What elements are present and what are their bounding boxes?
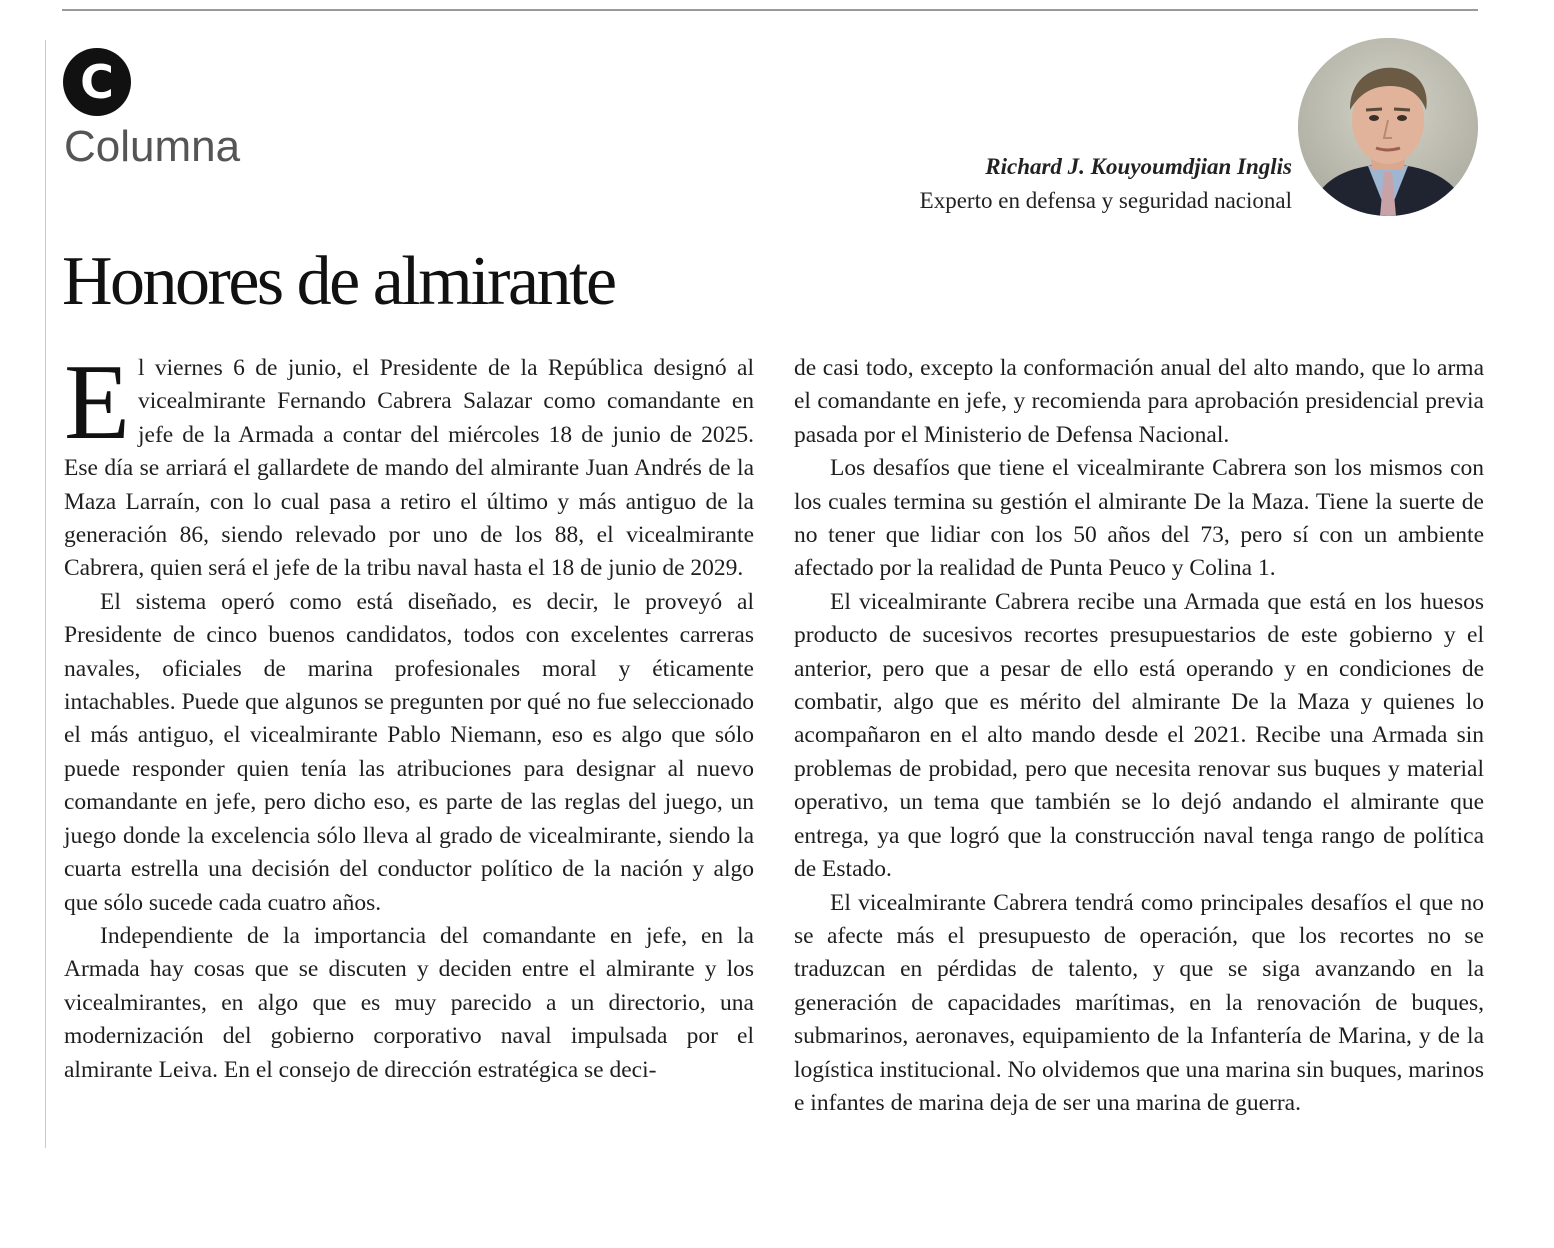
paragraph: Los desafíos que tiene el vicealmirante Cabrera son los mismos con los cuales termina su gestión el almirante De la Maza. Tiene la suerte de no tener que lidiar con los 50 años del 73, pero sí con un ambiente afectado por la realidad de Punta Peuco y Colina 1. [794,455,1484,582]
paragraph: El vicealmirante Cabrera recibe una Armada que está en los huesos producto de sucesivos recortes presupuestarios de este gobierno y el anterior, pero que a pesar de ello está operando y en condiciones de combatir, algo que es mérito del almirante De la Maza y quienes lo acompañaron en el alto mando desde el 2021. Recibe una Armada sin problemas de probidad, pero que necesita renovar sus buques y material operativo, un tema que también se lo dejó andando el almirante que entrega, ya que logró que la construcción naval tenga rango de política de Estado. [794,588,1484,883]
headline: Honores de almirante [62,243,615,320]
author-name: Richard J. Kouyoumdjian Inglis [985,154,1292,179]
paragraph [64,343,754,586]
article-column-left [64,343,754,1087]
paragraph: Independiente de la importancia del comandante en jefe, en la Armada hay cosas que se discuten y deciden entre el almirante y los vicealmirantes, en algo que es muy parecido a un directorio, una modernización del gobierno corporativo naval impulsada por el almirante Leiva. En el consejo de dirección estratégica se deci- [64,922,754,1083]
paragraph: El sistema operó como está diseñado, es decir, le proveyó al Presidente de cinco buenos candidatos, todos con excelentes carreras navales, oficiales de marina profesionales moral y éticamente intachables. Puede que algunos se pregunten por qué no fue seleccionado el más antiguo, el vicealmirante Pablo Niemann, eso es algo que sólo puede responder quien tenía las atribuciones para designar al nuevo comandante en jefe, pero dicho eso, es parte de las reglas del juego, un juego donde la excelencia sólo lleva al grado de vicealmirante, siendo la cuarta estrella una decisión del conductor político de la nación y algo que sólo sucede cada cuatro años. [64,588,754,916]
left-column-rule [45,40,46,1148]
paragraph: El vicealmirante Cabrera tendrá como principales desafíos el que no se afecte más el presupuesto de operación, que los recortes no se traduzcan en pérdidas de talento, y que se siga avanzando en la generación de capacidades marítimas, en la renovación de buques, submarinos, aeronaves, equipamiento de la Infantería de Marina, y de la logística institucional. No olvidemos que una marina sin buques, marinos e infantes de marina deja de ser una marina de guerra. [794,889,1484,1116]
paragraph: de casi todo, excepto la conformación anual del alto mando, que lo arma el comandante en jefe, y recomienda para aprobación presidencial previa pasada por el Ministerio de Defensa Nacional. [794,355,1484,448]
top-rule [62,9,1478,11]
portrait-illustration [1298,38,1478,216]
drop-cap: E [64,343,130,462]
author-title: Experto en defensa y seguridad nacional [919,188,1292,213]
author-portrait-icon [1298,38,1478,216]
paragraph-text: l viernes 6 de junio, el Presidente de la República designó al vicealmirante Fernando Cabrera Salazar como comandante en jefe de la Armada a contar del miércoles 18 de junio de 2025. Ese día se arriará el gallardete de mando del almirante Juan Andrés de la Maza Larraín, con lo cual pasa a retiro el último y más antiguo de la generación 86, siendo relevado por uno de los 88, el vicealmirante Cabrera, quien será el jefe de la tribu naval hasta el 18 de junio de 2029. [64,355,754,582]
article-column-right [794,352,1484,1120]
section-label: Columna [64,122,241,171]
section-badge: C [63,48,131,116]
